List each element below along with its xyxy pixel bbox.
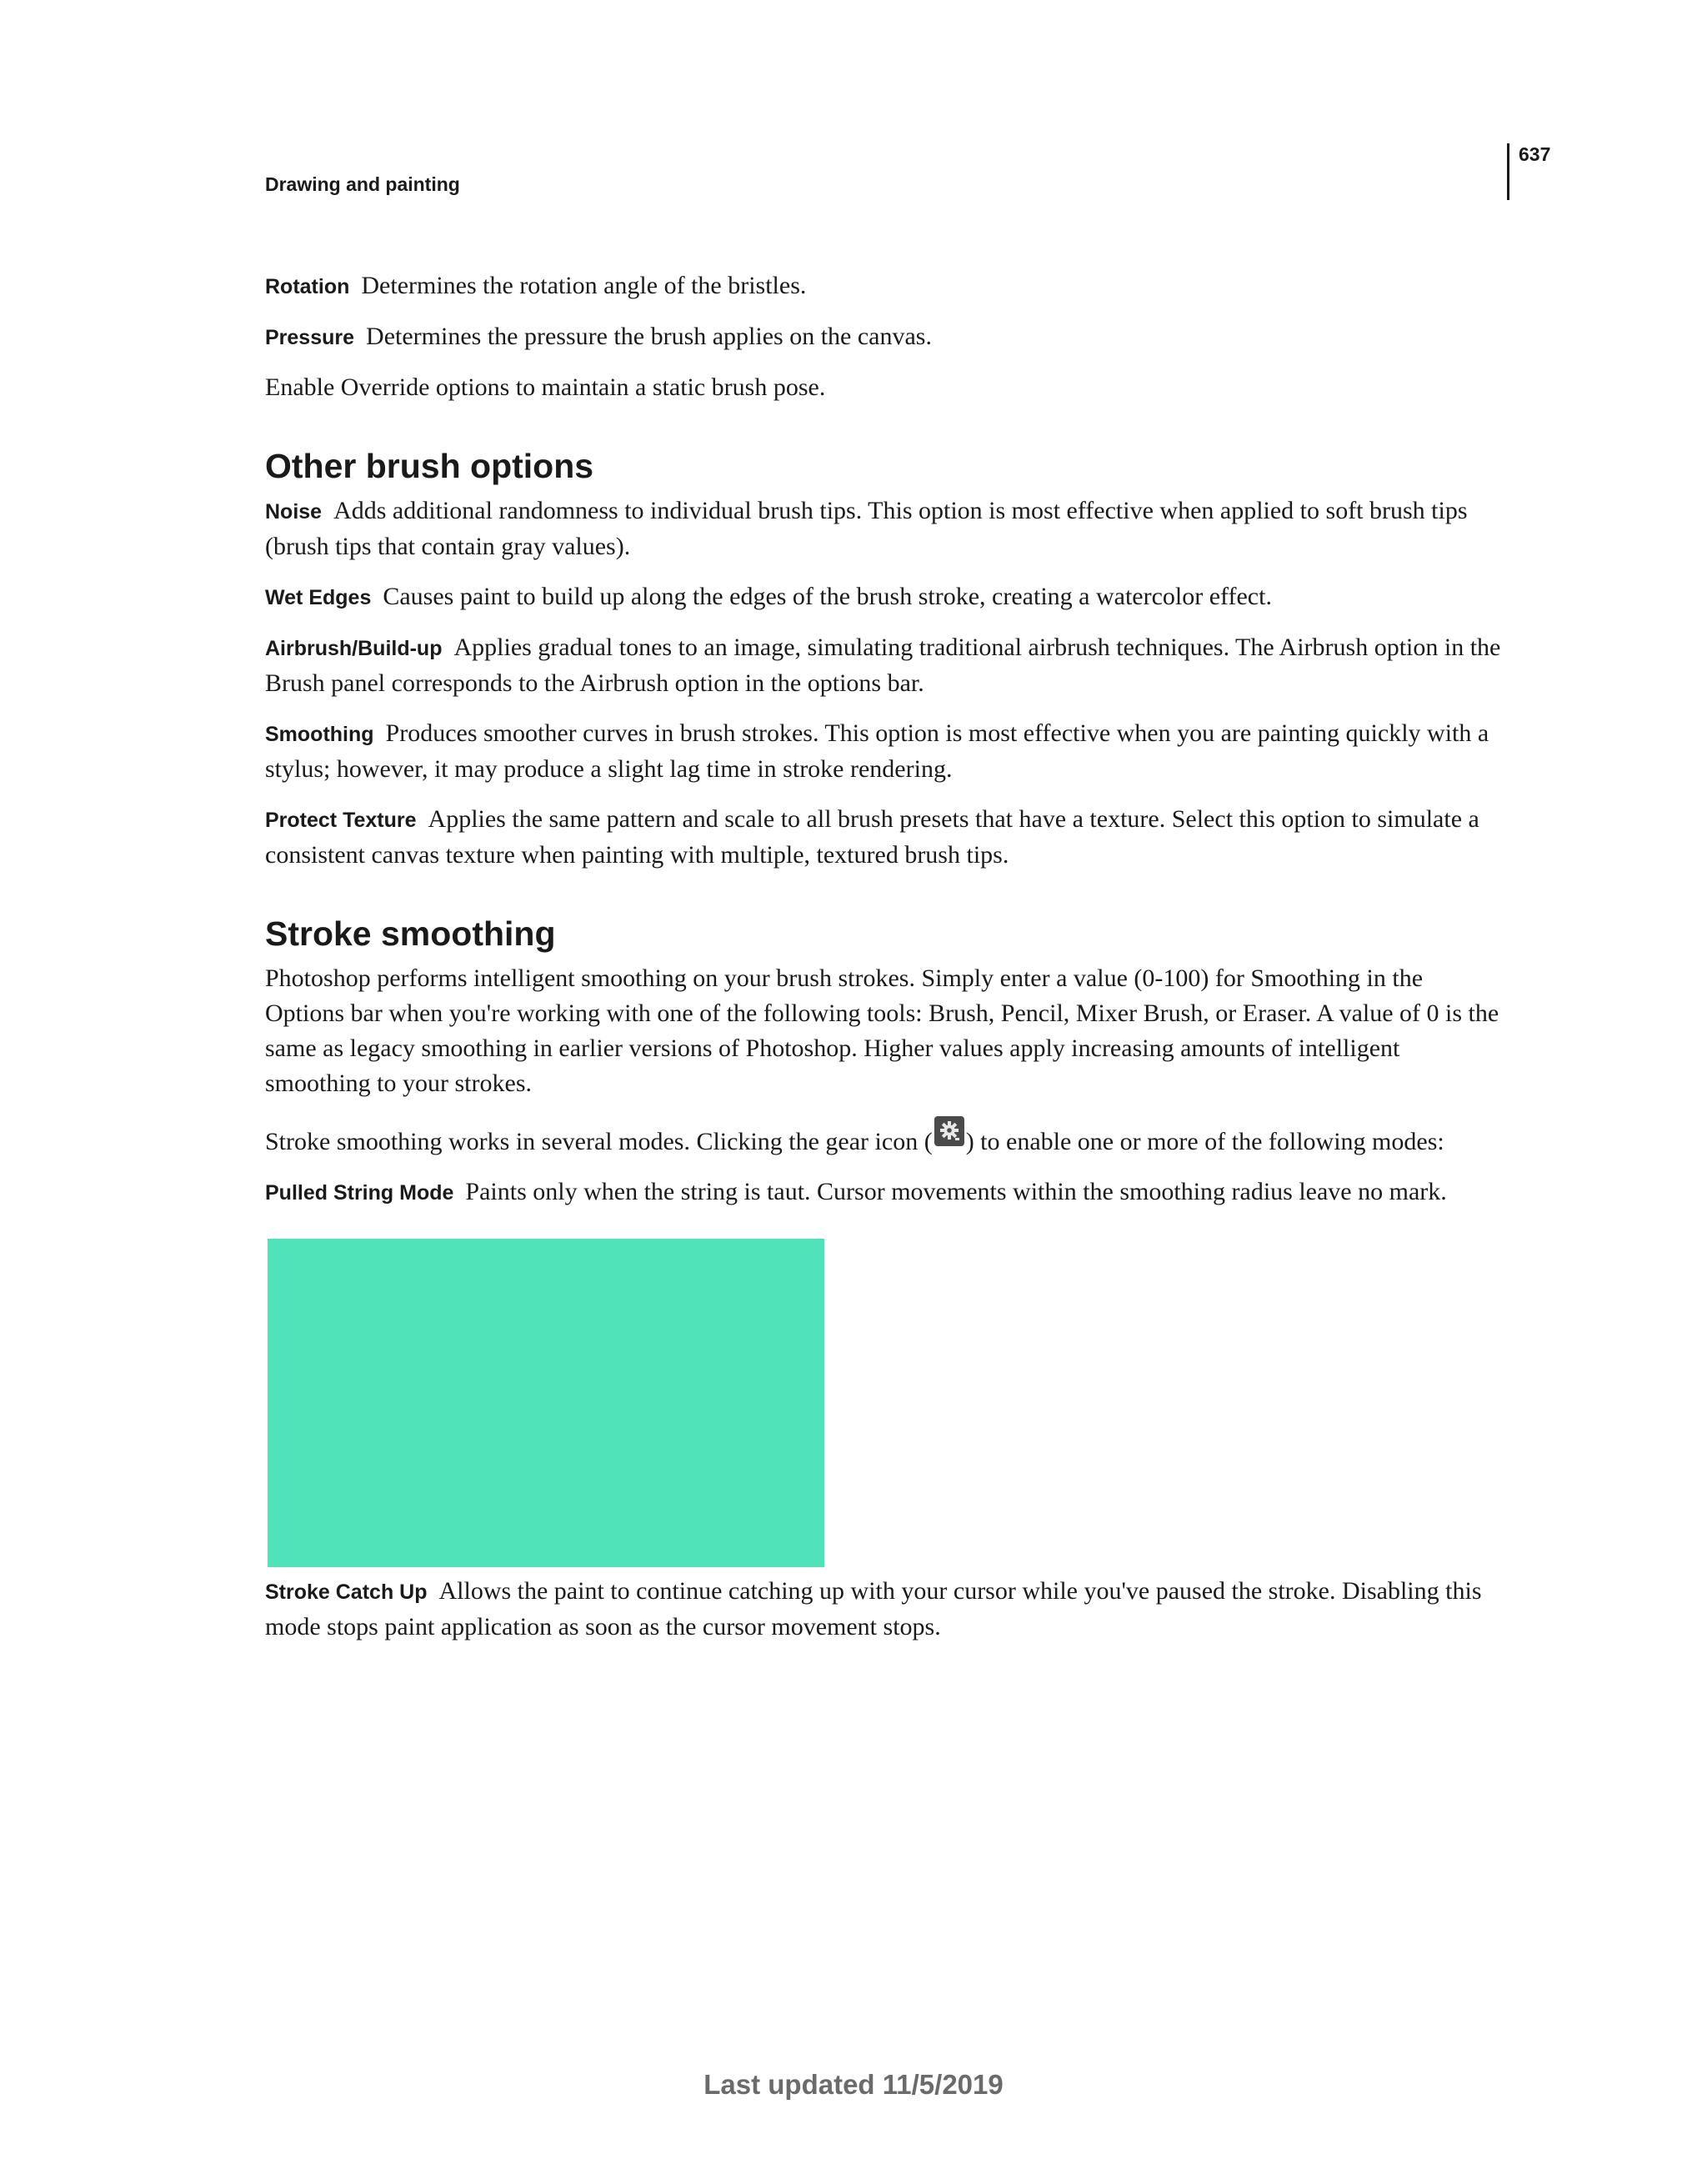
definition-airbrush bbox=[265, 630, 1507, 701]
term-rotation: Rotation bbox=[265, 275, 350, 298]
definition-wet-edges bbox=[265, 579, 1507, 615]
term-wet-edges: Wet Edges bbox=[265, 586, 372, 609]
stroke-smoothing-intro: Photoshop performs intelligent smoothing on your brush strokes. Simply enter a value (0-100) for Smoothing in the Options bar when you're working with one of the following tools: Brush, Pencil, Mixer Brush, or Eraser. A value of 0 is the same as legacy smoothing in earlier versions of Photoshop. Higher values apply increasing amounts of intelligent smoothing to your strokes. bbox=[265, 964, 1499, 1097]
definition-pressure bbox=[265, 319, 1507, 355]
definition-text: Allows the paint to continue catching up with your cursor while you've paused the stroke. Disabling this mode stops paint application as soon as the cursor movement stops. bbox=[265, 1577, 1482, 1641]
definition-text: Applies the same pattern and scale to all brush presets that have a texture. Select this option to simulate a consistent canvas texture when painting with multiple, textured brush tips. bbox=[265, 805, 1479, 869]
heading-stroke-smoothing: Stroke smoothing bbox=[265, 914, 556, 953]
definition-text: Determines the pressure the brush applies on the canvas. bbox=[366, 323, 932, 350]
modes-text-before: Stroke smoothing works in several modes. Clicking the gear icon ( bbox=[265, 1128, 933, 1155]
running-header: Drawing and painting bbox=[265, 173, 460, 195]
definition-text: Produces smoother curves in brush strokes. This option is most effective when you are painting quickly with a stylus; however, it may produce a slight lag time in stroke rendering. bbox=[265, 719, 1489, 783]
definition-stroke-catch-up bbox=[265, 1574, 1507, 1645]
gear-icon bbox=[934, 1116, 964, 1146]
term-stroke-catch-up: Stroke Catch Up bbox=[265, 1580, 428, 1604]
definition-pulled-string bbox=[265, 1175, 1507, 1210]
page-number: 637 bbox=[1519, 143, 1551, 165]
definition-text: Adds additional randomness to individual brush tips. This option is most effective when applied to soft brush tips (brush tips that contain gray values). bbox=[265, 497, 1468, 560]
definition-noise bbox=[265, 493, 1507, 564]
term-noise: Noise bbox=[265, 500, 323, 523]
stroke-smoothing-modes bbox=[265, 1116, 1507, 1160]
term-smoothing: Smoothing bbox=[265, 723, 374, 746]
definition-protect-texture bbox=[265, 802, 1507, 873]
override-paragraph: Enable Override options to maintain a static brush pose. bbox=[265, 373, 826, 401]
heading-other-brush-options: Other brush options bbox=[265, 447, 594, 485]
figure-placeholder-image bbox=[268, 1239, 824, 1567]
page-number-rule bbox=[1507, 143, 1509, 200]
term-pressure: Pressure bbox=[265, 326, 355, 349]
term-airbrush: Airbrush/Build-up bbox=[265, 637, 443, 660]
term-pulled-string: Pulled String Mode bbox=[265, 1181, 454, 1205]
definition-text: Paints only when the string is taut. Cursor movements within the smoothing radius leave no mark. bbox=[465, 1178, 1447, 1205]
definition-text: Causes paint to build up along the edges of the brush stroke, creating a watercolor effect. bbox=[383, 583, 1272, 610]
page-content bbox=[265, 268, 1507, 1645]
term-protect-texture: Protect Texture bbox=[265, 809, 417, 832]
definition-text: Applies gradual tones to an image, simulating traditional airbrush techniques. The Airbrush option in the Brush panel corresponds to the Airbrush option in the options bar. bbox=[265, 634, 1501, 697]
modes-text-after: ) to enable one or more of the following modes: bbox=[965, 1128, 1444, 1155]
definition-smoothing bbox=[265, 716, 1507, 787]
footer-last-updated: Last updated 11/5/2019 bbox=[703, 2069, 1004, 2100]
definition-rotation bbox=[265, 268, 1507, 304]
definition-text: Determines the rotation angle of the bristles. bbox=[361, 272, 807, 299]
